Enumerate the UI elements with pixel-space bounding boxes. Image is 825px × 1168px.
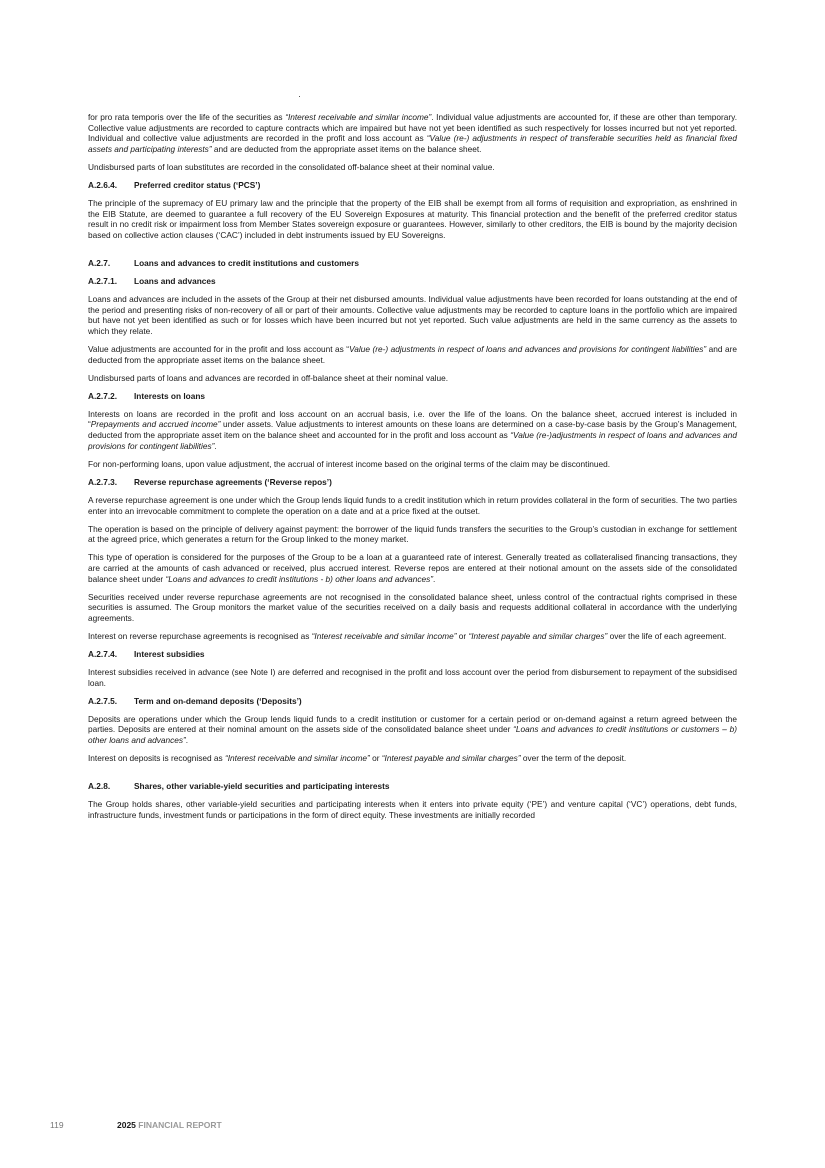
paragraph: A reverse repurchase agreement is one under which the Group lends liquid funds to a credit institution which in return provides collateral in the form of securities. The two parties enter into an irrevocable commitment to complete the operation on a date and at a price fixed at the outset.: [88, 494, 737, 516]
paragraph: This type of operation is considered for the purposes of the Group to be a loan at a guaranteed rate of interest. Generally treated as collateralised financing transactions, they are carried at the amounts of cash advanced or received, plus accrued interest. Reverse repos are entered at their notional amount on the assets side of the consolidated balance sheet under “Loans and advances to credit institutions - b) other loans and advances”.: [88, 552, 737, 584]
section-heading: A.2.7.5. Term and on-demand deposits (‘Deposits’): [88, 695, 302, 706]
paragraph: Interest on deposits is recognised as “Interest receivable and similar income” or “Interest payable and similar charges” over the term of the deposit.: [88, 753, 627, 764]
section-heading: A.2.7.4. Interest subsidies: [88, 648, 205, 659]
section-heading: A.2.6.4. Preferred creditor status (‘PCS’): [88, 179, 261, 190]
report-title: 2025 FINANCIAL REPORT: [117, 1120, 222, 1130]
paragraph: The operation is based on the principle of delivery against payment: the borrower of the liquid funds transfers the securities to the Group’s custodian in exchange for settlement at the agreed price, which generates a return for the Group linked to the money market.: [88, 523, 737, 545]
section-heading: A.2.8. Shares, other variable-yield securities and participating interests: [88, 781, 390, 792]
paragraph: Undisbursed parts of loan substitutes are recorded in the consolidated off-balance sheet at their nominal value.: [88, 161, 495, 172]
section-heading: A.2.7. Loans and advances to credit institutions and customers: [88, 257, 359, 268]
paragraph: The Group holds shares, other variable-yield securities and participating interests when it enters into private equity (‘PE’) and venture capital (‘VC’) operations, debt funds, infrastructure funds, investment funds or participations in the form of direct equity. These investments are initially recorded: [88, 799, 737, 820]
document-body: [88, 112, 737, 828]
section-heading: A.2.7.2. Interests on loans: [88, 390, 206, 401]
stray-dot: [299, 96, 300, 97]
paragraph: Loans and advances are included in the assets of the Group at their net disbursed amounts. Individual value adjustments have been recorded for loans outstanding at the end of the period and presenting risks of non-recovery of all or part of their amounts. Collective value adjustments may be recorded to capture loans in the portfolio which are impaired but have not yet been identified as such or for losses which have been incurred but not yet reported. Such value adjustments are held in the same currency as the assets to which they relate.: [88, 294, 737, 336]
paragraph: Securities received under reverse repurchase agreements are not recognised in the consolidated balance sheet, unless control of the contractual rights comprised in these securities is assumed. The Group monitors the market value of the securities received on a daily basis and requests additional collateral in accordance with the underlying agreements.: [88, 591, 737, 623]
paragraph: for pro rata temporis over the life of the securities as “Interest receivable and similar income”. Individual value adjustments are accounted for, if these are other than temporary. Collective value adjustments are recorded to capture contracts which are impaired but have not yet been identified as such respectively for losses incurred but not yet reported. Individual and collective value adjustments are recorded in the profit and loss account as “Value (re-) adjustments in respect of transferable securities held as financial fixed assets and participating interests” and are deducted from the appropriate asset items on the balance sheet.: [88, 112, 737, 154]
section-heading: A.2.7.1. Loans and advances: [88, 276, 216, 287]
paragraph: Deposits are operations under which the Group lends liquid funds to a credit institution or customer for a certain period or on-demand against a return agreed between the parties. Deposits are entered at their nominal amount on the assets side of the consolidated balance sheet under “Loans and advances to credit institutions or customers – b) other loans and advances”.: [88, 713, 737, 746]
page-number: 119: [50, 1120, 64, 1130]
paragraph: Undisbursed parts of loans and advances are recorded in off-balance sheet at their nominal value.: [88, 372, 449, 383]
paragraph: Interest subsidies received in advance (see Note I) are deferred and recognised in the profit and loss account over the period from disbursement to repayment of the subsidised loan.: [88, 667, 737, 688]
paragraph: Value adjustments are accounted for in the profit and loss account as “Value (re-) adjustments in respect of loans and advances and provisions for contingent liabilities” and are deducted from the appropriate asset items on the balance sheet.: [88, 344, 737, 365]
paragraph: Interests on loans are recorded in the profit and loss account on an accrual basis, i.e. over the life of the loans. On the balance sheet, accrued interest is included in “Prepayments and accrued income” under assets. Value adjustments to interest amounts on these loans are determined on a case-by-case basis by the Group’s Management, deducted from the appropriate asset item on the balance sheet and accounted for in the profit and loss account as “Value (re-)adjustments in respect of loans and advances and provisions for contingent liabilities”.: [88, 408, 737, 451]
paragraph: Interest on reverse repurchase agreements is recognised as “Interest receivable and similar income” or “Interest payable and similar charges” over the life of each agreement.: [88, 630, 727, 641]
page-footer: [50, 1120, 222, 1130]
section-heading: A.2.7.3. Reverse repurchase agreements (‘Reverse repos’): [88, 476, 332, 487]
paragraph: The principle of the supremacy of EU primary law and the principle that the property of the EIB shall be exempt from all forms of requisition and expropriation, as enshrined in the EIB Statute, are deemed to guarantee a full recovery of the EU Sovereign Exposures at maturity. This financial protection and the benefit of the preferred creditor status result in no credit risk or impairment loss from Member States sovereign exposure or guarantees. However, similarly to other creditors, the EIB is bound by the majority decision based on collective action clauses (‘CAC’) included in debt instruments issued by EU Sovereigns.: [88, 198, 737, 240]
paragraph: For non-performing loans, upon value adjustment, the accrual of interest income based on the original terms of the claim may be discontinued.: [88, 458, 611, 469]
